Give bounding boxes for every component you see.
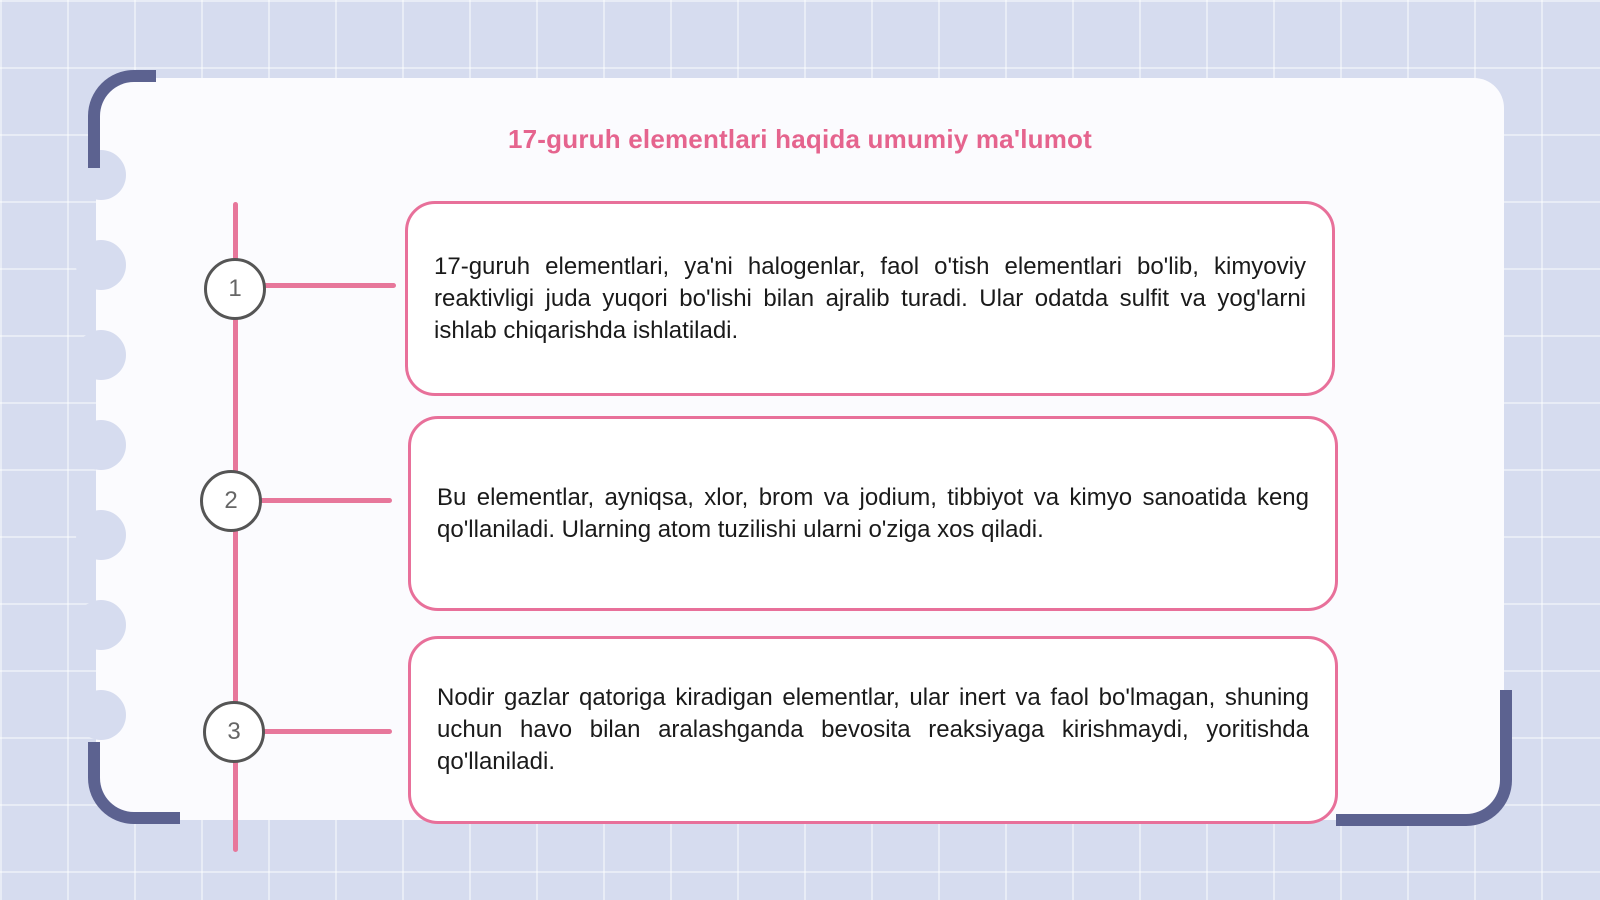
timeline-connector: [262, 729, 392, 734]
info-card-text: Nodir gazlar qatoriga kiradigan elementlar, ular inert va faol bo'lmagan, shuning uchun havo bilan aralashganda bevosita reaksiyaga kirishmaydi, yoritishda qo'llaniladi.: [437, 684, 1309, 775]
corner-bracket-bottom-right: [1336, 690, 1512, 826]
paper-notch: [76, 420, 126, 470]
info-card: [408, 416, 1338, 611]
paper-notch: [76, 510, 126, 560]
slide-title: 17-guruh elementlari haqida umumiy ma'lumot: [507, 124, 1092, 154]
step-number-circle: 3: [203, 701, 265, 763]
corner-bracket-bottom-left: [88, 742, 180, 824]
info-card: [408, 636, 1338, 824]
info-card-text: Bu elementlar, ayniqsa, xlor, brom va jodium, tibbiyot va kimyo sanoatida keng qo'llaniladi. Ularning atom tuzilishi ularni o'ziga xos qiladi.: [437, 483, 1309, 543]
paper-notch: [76, 330, 126, 380]
paper-notch: [76, 690, 126, 740]
step-number-circle: 2: [200, 470, 262, 532]
paper-notch: [76, 600, 126, 650]
timeline-connector: [262, 283, 396, 288]
step-number-circle: 1: [204, 258, 266, 320]
timeline-connector: [258, 498, 392, 503]
paper-notch: [76, 240, 126, 290]
info-card: [405, 201, 1335, 396]
info-card-text: 17-guruh elementlari, ya'ni halogenlar, faol o'tish elementlari bo'lib, kimyoviy reaktivligi juda yuqori bo'lishi bilan ajralib turadi. Ular odatda sulfit va yog'larni ishlab chiqarishda ishlatiladi.: [434, 252, 1306, 344]
